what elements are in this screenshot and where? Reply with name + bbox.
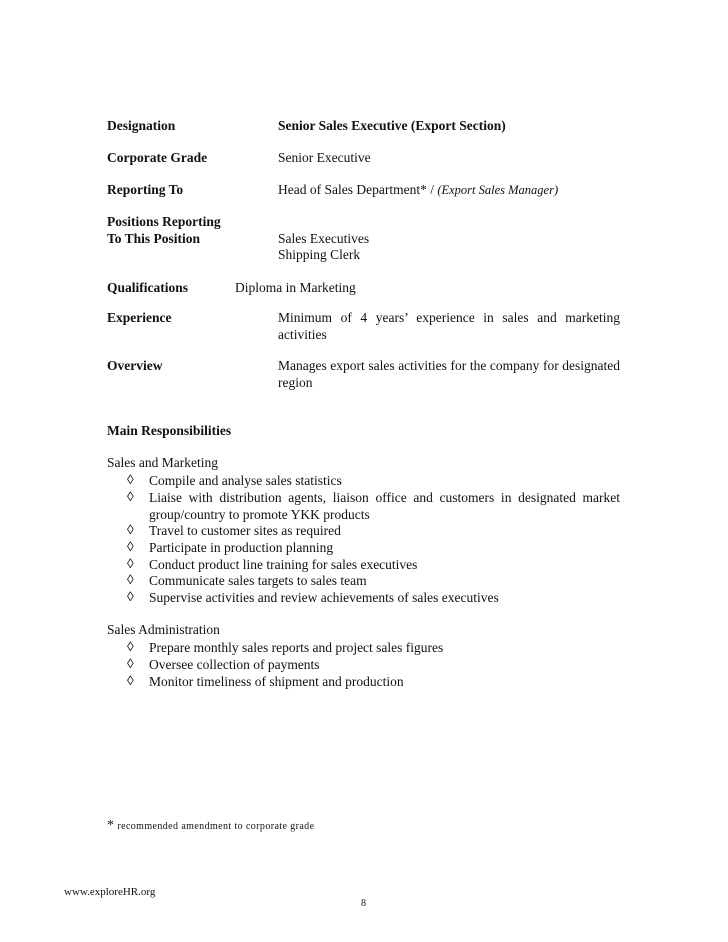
qualifications-value: Diploma in Marketing	[235, 280, 356, 295]
list-item: Liaise with distribution agents, liaison office and customers in designated market group/country to promote YKK products	[149, 490, 620, 522]
bullet-diamond-icon: ◊	[127, 539, 134, 554]
section-title-sales-marketing: Sales and Marketing	[107, 455, 218, 470]
footnote	[107, 817, 314, 834]
positions-reporting-label-line1: Positions Reporting	[107, 214, 221, 229]
experience-label: Experience	[107, 310, 172, 325]
bullet-diamond-icon: ◊	[127, 656, 134, 671]
reporting-to-value	[278, 182, 558, 198]
list-item: Prepare monthly sales reports and project sales figures	[149, 640, 444, 655]
overview-label: Overview	[107, 358, 163, 373]
list-item: Communicate sales targets to sales team	[149, 573, 367, 588]
positions-reporting-value-1: Sales Executives	[278, 231, 370, 246]
list-item: Supervise activities and review achievements of sales executives	[149, 590, 499, 605]
positions-reporting-value-2: Shipping Clerk	[278, 247, 361, 262]
experience-value: Minimum of 4 years’ experience in sales and marketing activities	[278, 310, 620, 342]
list-item: Participate in production planning	[149, 540, 334, 555]
reporting-to-label: Reporting To	[107, 182, 184, 197]
bullet-diamond-icon: ◊	[127, 522, 134, 537]
designation-label: Designation	[107, 118, 176, 133]
bullet-diamond-icon: ◊	[127, 556, 134, 571]
main-responsibilities-heading: Main Responsibilities	[107, 423, 232, 438]
list-item: Travel to customer sites as required	[149, 523, 341, 538]
section-title-sales-administration: Sales Administration	[107, 622, 220, 637]
footnote-star: *	[107, 818, 114, 833]
bullet-diamond-icon: ◊	[127, 572, 134, 587]
reporting-to-italic: (Export Sales Manager)	[437, 183, 559, 197]
bullet-diamond-icon: ◊	[127, 673, 134, 688]
corporate-grade-label: Corporate Grade	[107, 150, 208, 165]
reporting-to-main: Head of Sales Department* /	[278, 182, 438, 197]
bullet-diamond-icon: ◊	[127, 589, 134, 604]
bullet-diamond-icon: ◊	[127, 639, 134, 654]
list-item: Monitor timeliness of shipment and production	[149, 674, 404, 689]
corporate-grade-value: Senior Executive	[278, 150, 371, 165]
designation-value: Senior Sales Executive (Export Section)	[278, 118, 506, 133]
footer-website: www.exploreHR.org	[64, 886, 156, 898]
bullet-diamond-icon: ◊	[127, 472, 134, 487]
page-number: 8	[361, 898, 366, 909]
overview-value: Manages export sales activities for the company for designated region	[278, 358, 620, 390]
bullet-diamond-icon: ◊	[127, 489, 134, 504]
footnote-text: recommended amendment to corporate grade	[117, 821, 315, 832]
positions-reporting-label-line2: To This Position	[107, 231, 201, 246]
list-item: Oversee collection of payments	[149, 657, 320, 672]
qualifications-label: Qualifications	[107, 280, 189, 295]
list-item: Compile and analyse sales statistics	[149, 473, 342, 488]
list-item: Conduct product line training for sales executives	[149, 557, 418, 572]
